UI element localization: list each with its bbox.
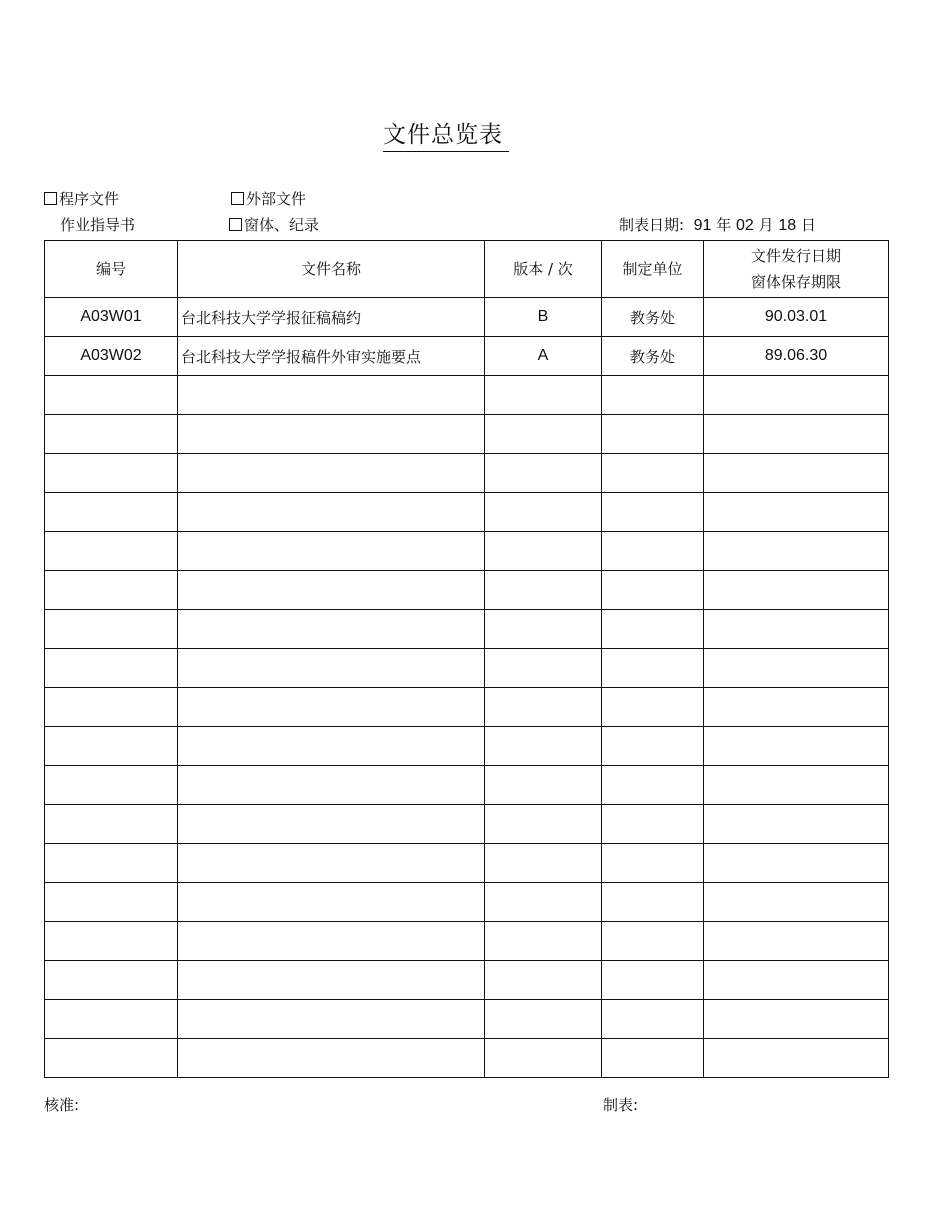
table-row (45, 1039, 889, 1078)
header-version: 版本 / 次 (485, 241, 602, 298)
table-row (45, 727, 889, 766)
date-label: 制表日期: (619, 216, 685, 234)
cell-name (178, 922, 485, 961)
cell-id (45, 415, 178, 454)
cell-name (178, 454, 485, 493)
cell-version (485, 571, 602, 610)
table-row (45, 376, 889, 415)
cell-unit (602, 844, 704, 883)
cell-date (704, 532, 889, 571)
cell-version (485, 727, 602, 766)
cell-version (485, 1039, 602, 1078)
cell-unit (602, 727, 704, 766)
cell-id (45, 532, 178, 571)
table-row (45, 610, 889, 649)
cell-name (178, 493, 485, 532)
cell-id (45, 1039, 178, 1078)
cell-unit (602, 376, 704, 415)
cell-date: 90.03.01 (704, 298, 889, 337)
cell-version (485, 844, 602, 883)
approve-label: 核准: (44, 1096, 80, 1114)
date-month: 02 (735, 217, 754, 234)
cell-unit (602, 883, 704, 922)
cell-unit (602, 766, 704, 805)
cell-date (704, 493, 889, 532)
cell-date (704, 805, 889, 844)
date-day: 18 (778, 217, 797, 234)
cell-date: 89.06.30 (704, 337, 889, 376)
header-date (704, 241, 889, 298)
cell-unit (602, 571, 704, 610)
table-row (45, 454, 889, 493)
table-row (45, 1000, 889, 1039)
cell-id (45, 1000, 178, 1039)
cell-id (45, 376, 178, 415)
header-id: 编号 (45, 241, 178, 298)
cell-date (704, 727, 889, 766)
cell-date (704, 844, 889, 883)
cell-date (704, 922, 889, 961)
cell-name (178, 805, 485, 844)
table-row (45, 844, 889, 883)
table-row (45, 649, 889, 688)
cell-name: 台北科技大学学报征稿稿约 (178, 298, 485, 337)
cell-id (45, 571, 178, 610)
cell-name (178, 610, 485, 649)
date-year: 91 (693, 217, 712, 234)
cell-version (485, 883, 602, 922)
cell-id (45, 688, 178, 727)
cell-date (704, 1000, 889, 1039)
cell-version: B (485, 298, 602, 337)
cell-name (178, 571, 485, 610)
cell-id: A03W01 (45, 298, 178, 337)
date-year-unit: 年 (716, 216, 732, 234)
page-title: 文件总览表 (383, 116, 509, 152)
cell-version (485, 1000, 602, 1039)
cell-date (704, 961, 889, 1000)
cell-date (704, 883, 889, 922)
cell-id: A03W02 (45, 337, 178, 376)
cell-id (45, 649, 178, 688)
cell-name: 台北科技大学学报稿件外审实施要点 (178, 337, 485, 376)
cell-name (178, 883, 485, 922)
header-unit: 制定单位 (602, 241, 704, 298)
cell-unit (602, 922, 704, 961)
option-forms[interactable] (229, 214, 319, 235)
cell-version (485, 766, 602, 805)
cell-name (178, 415, 485, 454)
cell-unit: 教务处 (602, 337, 704, 376)
table-header-row (45, 241, 889, 298)
cell-version (485, 805, 602, 844)
option-forms-label: 窗体、纪录 (244, 216, 320, 234)
cell-date (704, 376, 889, 415)
cell-name (178, 532, 485, 571)
table-row (45, 961, 889, 1000)
checkbox-icon[interactable] (44, 192, 57, 205)
cell-name (178, 766, 485, 805)
cell-version: A (485, 337, 602, 376)
cell-id (45, 961, 178, 1000)
cell-date (704, 649, 889, 688)
cell-id (45, 844, 178, 883)
cell-id (45, 727, 178, 766)
cell-unit (602, 1000, 704, 1039)
date-month-unit: 月 (758, 216, 774, 234)
cell-date (704, 688, 889, 727)
table-row (45, 922, 889, 961)
table-row (45, 493, 889, 532)
cell-version (485, 961, 602, 1000)
cell-unit (602, 805, 704, 844)
prepared-label: 制表: (603, 1096, 639, 1114)
table-row (45, 532, 889, 571)
cell-version (485, 688, 602, 727)
cell-version (485, 610, 602, 649)
option-work-guide (60, 214, 135, 235)
option-procedure[interactable] (44, 188, 119, 209)
date-day-unit: 日 (800, 216, 816, 234)
cell-unit (602, 688, 704, 727)
cell-version (485, 532, 602, 571)
cell-date (704, 415, 889, 454)
cell-unit (602, 1039, 704, 1078)
cell-version (485, 922, 602, 961)
cell-version (485, 376, 602, 415)
cell-name (178, 961, 485, 1000)
cell-date (704, 571, 889, 610)
cell-unit: 教务处 (602, 298, 704, 337)
document-table (44, 240, 889, 1078)
cell-id (45, 805, 178, 844)
cell-unit (602, 610, 704, 649)
checkbox-icon[interactable] (231, 192, 244, 205)
option-work-guide-label: 作业指导书 (60, 216, 136, 234)
cell-unit (602, 961, 704, 1000)
cell-unit (602, 649, 704, 688)
table-row (45, 415, 889, 454)
cell-name (178, 649, 485, 688)
cell-version (485, 454, 602, 493)
header-date-line1: 文件发行日期 (750, 247, 841, 265)
cell-version (485, 649, 602, 688)
cell-date (704, 766, 889, 805)
table-date (619, 214, 816, 235)
checkbox-icon[interactable] (229, 218, 242, 231)
cell-unit (602, 493, 704, 532)
header-date-line2: 窗体保存期限 (750, 273, 841, 291)
cell-date (704, 454, 889, 493)
table-row (45, 688, 889, 727)
option-external-label: 外部文件 (246, 190, 307, 208)
cell-version (485, 493, 602, 532)
cell-unit (602, 415, 704, 454)
table-row (45, 298, 889, 337)
table-row (45, 883, 889, 922)
cell-name (178, 376, 485, 415)
cell-name (178, 844, 485, 883)
cell-id (45, 454, 178, 493)
cell-date (704, 610, 889, 649)
option-external[interactable] (231, 188, 306, 209)
cell-id (45, 766, 178, 805)
option-procedure-label: 程序文件 (59, 190, 120, 208)
cell-id (45, 610, 178, 649)
cell-name (178, 1039, 485, 1078)
cell-name (178, 727, 485, 766)
cell-unit (602, 532, 704, 571)
table-row (45, 337, 889, 376)
cell-date (704, 1039, 889, 1078)
cell-id (45, 883, 178, 922)
cell-name (178, 1000, 485, 1039)
cell-unit (602, 454, 704, 493)
table-row (45, 571, 889, 610)
cell-version (485, 415, 602, 454)
cell-name (178, 688, 485, 727)
table-row (45, 766, 889, 805)
cell-id (45, 493, 178, 532)
header-name: 文件名称 (178, 241, 485, 298)
cell-id (45, 922, 178, 961)
table-row (45, 805, 889, 844)
